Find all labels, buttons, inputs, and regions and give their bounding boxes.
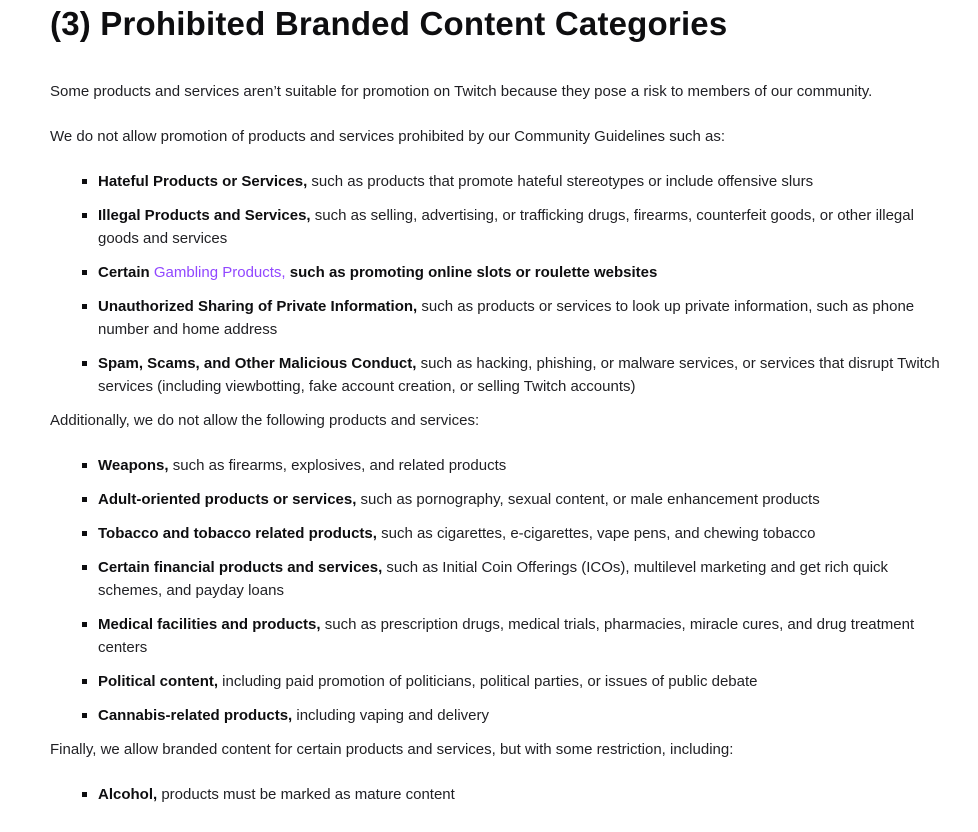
item-title: Medical facilities and products,: [98, 616, 321, 633]
item-title: Alcohol,: [98, 786, 158, 803]
additional-prohibited-list: [50, 454, 978, 727]
item-title: Spam, Scams, and Other Malicious Conduct,: [98, 355, 417, 372]
community-guidelines-list: [50, 170, 978, 398]
item-description: such as products that promote hateful stereotypes or include offensive slurs: [307, 173, 814, 190]
page-title: (3) Prohibited Branded Content Categories: [50, 5, 728, 42]
list-item: [98, 295, 978, 341]
list-item: [98, 488, 978, 511]
list-item: [98, 704, 978, 727]
item-description: including paid promotion of politicians, political parties, or issues of public debate: [218, 673, 758, 690]
item-title: Tobacco and tobacco related products,: [98, 525, 377, 542]
item-description: such as selling, advertising, or trafficking drugs, firearms, counterfeit goods, or other illegal goods and services: [98, 207, 914, 247]
item-description: products must be marked as mature content: [157, 786, 455, 803]
item-description: such as firearms, explosives, and related products: [168, 457, 507, 474]
item-description: such as Initial Coin Offerings (ICOs), multilevel marketing and get rich quick schemes, and payday loans: [98, 559, 889, 599]
item-title: Cannabis-related products,: [98, 707, 293, 724]
list-item: [98, 454, 978, 477]
list-item: [98, 170, 978, 193]
item-description: such as hacking, phishing, or malware services, or services that disrupt Twitch services (including viewbotting, fake account creation, or selling Twitch accounts): [98, 355, 940, 395]
item-title: Illegal Products and Services,: [98, 207, 311, 224]
item-description: such as prescription drugs, medical trials, pharmacies, miracle cures, and drug treatment centers: [98, 616, 915, 656]
intro-paragraph: Some products and services aren’t suitable for promotion on Twitch because they pose a risk to members of our community.: [50, 83, 873, 100]
item-description: including vaping and delivery: [292, 707, 489, 724]
list-item: [98, 204, 978, 250]
item-title-suffix: such as promoting online slots or roulette websites: [285, 264, 658, 281]
list-item: [98, 522, 978, 545]
item-description: such as products or services to look up private information, such as phone number and home address: [98, 298, 915, 338]
item-title: Unauthorized Sharing of Private Information,: [98, 298, 418, 315]
community-guidelines-paragraph: We do not allow promotion of products and services prohibited by our Community Guidelines such as:: [50, 128, 726, 145]
list-item: [98, 261, 978, 284]
item-title: Political content,: [98, 673, 219, 690]
restricted-paragraph: Finally, we allow branded content for certain products and services, but with some restriction, including:: [50, 741, 734, 758]
list-item: [98, 613, 978, 659]
item-title-prefix: Certain: [98, 264, 154, 281]
item-description: such as pornography, sexual content, or male enhancement products: [356, 491, 820, 508]
item-title: Hateful Products or Services,: [98, 173, 308, 190]
item-description: such as cigarettes, e-cigarettes, vape pens, and chewing tobacco: [376, 525, 816, 542]
item-title: Adult-oriented products or services,: [98, 491, 357, 508]
item-title: Certain financial products and services,: [98, 559, 383, 576]
list-item: [98, 783, 978, 806]
list-item: [98, 352, 978, 398]
list-item: [98, 556, 978, 602]
gambling-products-link[interactable]: Gambling Products,: [153, 264, 286, 281]
item-title: Weapons,: [98, 457, 169, 474]
additional-paragraph: Additionally, we do not allow the following products and services:: [50, 412, 480, 429]
list-item: [98, 670, 978, 693]
restricted-list: [50, 783, 978, 806]
